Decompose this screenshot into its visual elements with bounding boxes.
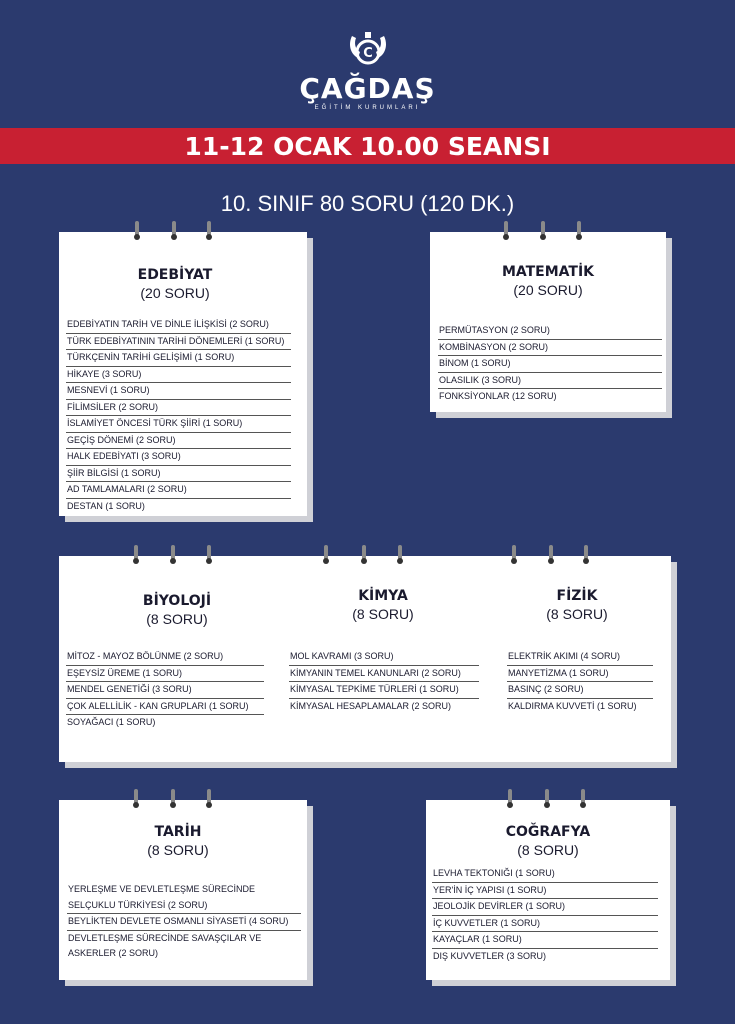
list-item: FONKSİYONLAR (12 SORU) [439,391,557,401]
binder-ring [541,221,545,237]
binder-rings [59,221,307,241]
exam-subtitle: 10. SINIF 80 SORU (120 DK.) [220,191,515,216]
list-item: EDEBİYATIN TARİH VE DİNLE İLİŞKİSİ (2 SORU) [66,317,291,334]
list-item: MANYETİZMA (1 SORU) [507,666,653,683]
list-item: KİMYASAL HESAPLAMALAR (2 SORU) [290,700,452,711]
list-item: PERMÜTASYON (2 SORU) [438,323,662,340]
science-card [59,556,671,762]
binder-ring [207,789,211,805]
list-item: LEVHA TEKTONIĞI (1 SORU) [432,866,658,883]
list-item: TÜRK EDEBİYATININ TARİHİ DÖNEMLERİ (1 SORU) [66,334,291,351]
edebiyat-topic-list [66,317,291,514]
list-item: ASKERLER (2 SORU) [68,948,159,958]
edebiyat-title: EDEBİYAT [137,267,213,283]
cografya-card [426,800,670,980]
binder-ring [172,221,176,237]
list-item: BİNOM (1 SORU) [438,356,662,373]
binder-ring [398,545,402,561]
list-item: MESNEVİ (1 SORU) [66,383,291,400]
fizik-topic-list [507,649,653,714]
kimya-topic-list [289,649,479,714]
brand-logo [0,30,735,111]
binder-ring [134,789,138,805]
list-item: JEOLOJİK DEVİRLER (1 SORU) [432,899,658,916]
fizik-title: FİZİK [556,588,598,604]
matematik-title: MATEMATİK [501,264,595,280]
binder-ring [512,545,516,561]
binder-ring [545,789,549,805]
binder-rings [59,789,307,809]
list-item: KAYAÇLAR (1 SORU) [432,932,658,949]
list-item: ŞİİR BİLGİSİ (1 SORU) [66,466,291,483]
tarih-topic-list [67,882,301,962]
list-item: KİMYASAL TEPKİME TÜRLERİ (1 SORU) [289,682,479,699]
list-item: DIŞ KUVVETLER (3 SORU) [433,950,547,961]
session-banner: 11-12 OCAK 10.00 SEANSI [0,128,735,164]
list-item: GEÇİŞ DÖNEMİ (2 SORU) [66,433,291,450]
list-item: DESTAN (1 SORU) [67,500,145,511]
kimya-title: KİMYA [358,588,408,604]
svg-text:C: C [362,46,373,61]
binder-ring [508,789,512,805]
list-item: KOMBİNASYON (2 SORU) [438,340,662,357]
tarih-count: (8 SORU) [147,842,209,858]
cografya-topic-list [432,866,658,964]
binder-rings [59,545,671,565]
binder-rings [430,221,666,241]
biyoloji-title: BİYOLOJİ [142,593,212,609]
biyoloji-topic-list [66,649,264,731]
brand-subtitle: EĞİTİM KURUMLARI [314,105,421,111]
list-item: KİMYANIN TEMEL KANUNLARI (2 SORU) [289,666,479,683]
list-item: EŞEYSİZ ÜREME (1 SORU) [66,666,264,683]
binder-ring [135,221,139,237]
list-item: SOYAĞACI (1 SORU) [67,717,156,727]
binder-ring [207,545,211,561]
list-item: MENDEL GENETİĞİ (3 SORU) [66,682,264,699]
binder-rings [426,789,670,809]
cografya-count: (8 SORU) [517,842,579,858]
list-item: YER'İN İÇ YAPISI (1 SORU) [432,883,658,900]
list-item: BASINÇ (2 SORU) [507,682,653,699]
biyoloji-count: (8 SORU) [146,611,208,627]
matematik-topic-list [438,323,662,405]
binder-ring [504,221,508,237]
edebiyat-count: (20 SORU) [140,285,210,301]
binder-ring [581,789,585,805]
kimya-count: (8 SORU) [352,606,414,622]
list-item: KALDIRMA KUVVETİ (1 SORU) [508,700,637,711]
list-item: SELÇUKLU TÜRKİYESİ (2 SORU) [67,898,301,915]
list-item: HİKAYE (3 SORU) [66,367,291,384]
list-item: İÇ KUVVETLER (1 SORU) [432,916,658,933]
list-item: ELEKTRİK AKIMI (4 SORU) [507,649,653,666]
list-item: TÜRKÇENİN TARİHİ GELİŞİMİ (1 SORU) [66,350,291,367]
binder-ring [584,545,588,561]
list-item: BEYLİKTEN DEVLETE OSMANLI SİYASETİ (4 SORU) [67,914,301,931]
binder-ring [362,545,366,561]
brand-name: ÇAĞDAŞ [299,72,436,105]
binder-ring [171,545,175,561]
binder-ring [207,221,211,237]
edebiyat-card [59,232,307,516]
binder-ring [171,789,175,805]
brand-emblem-icon [346,30,390,72]
list-item: AD TAMLAMALARI (2 SORU) [66,482,291,499]
binder-ring [324,545,328,561]
list-item: FİLİMSİLER (2 SORU) [66,400,291,417]
list-item: ÇOK ALELLİLİK - KAN GRUPLARI (1 SORU) [66,699,264,716]
fizik-count: (8 SORU) [546,606,608,622]
list-item: HALK EDEBİYATI (3 SORU) [66,449,291,466]
matematik-count: (20 SORU) [513,282,583,298]
binder-ring [134,545,138,561]
matematik-card [430,232,666,412]
binder-ring [549,545,553,561]
list-item: MİTOZ - MAYOZ BÖLÜNME (2 SORU) [66,649,264,666]
list-item: DEVLETLEŞME SÜRECİNDE SAVAŞÇILAR VE [68,932,262,943]
list-item: YERLEŞME VE DEVLETLEŞME SÜRECİNDE [68,884,256,894]
list-item: OLASILIK (3 SORU) [438,373,662,390]
list-item: MOL KAVRAMI (3 SORU) [289,649,479,666]
cografya-title: COĞRAFYA [505,824,591,840]
list-item: İSLAMİYET ÖNCESİ TÜRK ŞİİRİ (1 SORU) [66,416,291,433]
binder-ring [577,221,581,237]
tarih-card [59,800,307,980]
tarih-title: TARİH [154,824,202,840]
